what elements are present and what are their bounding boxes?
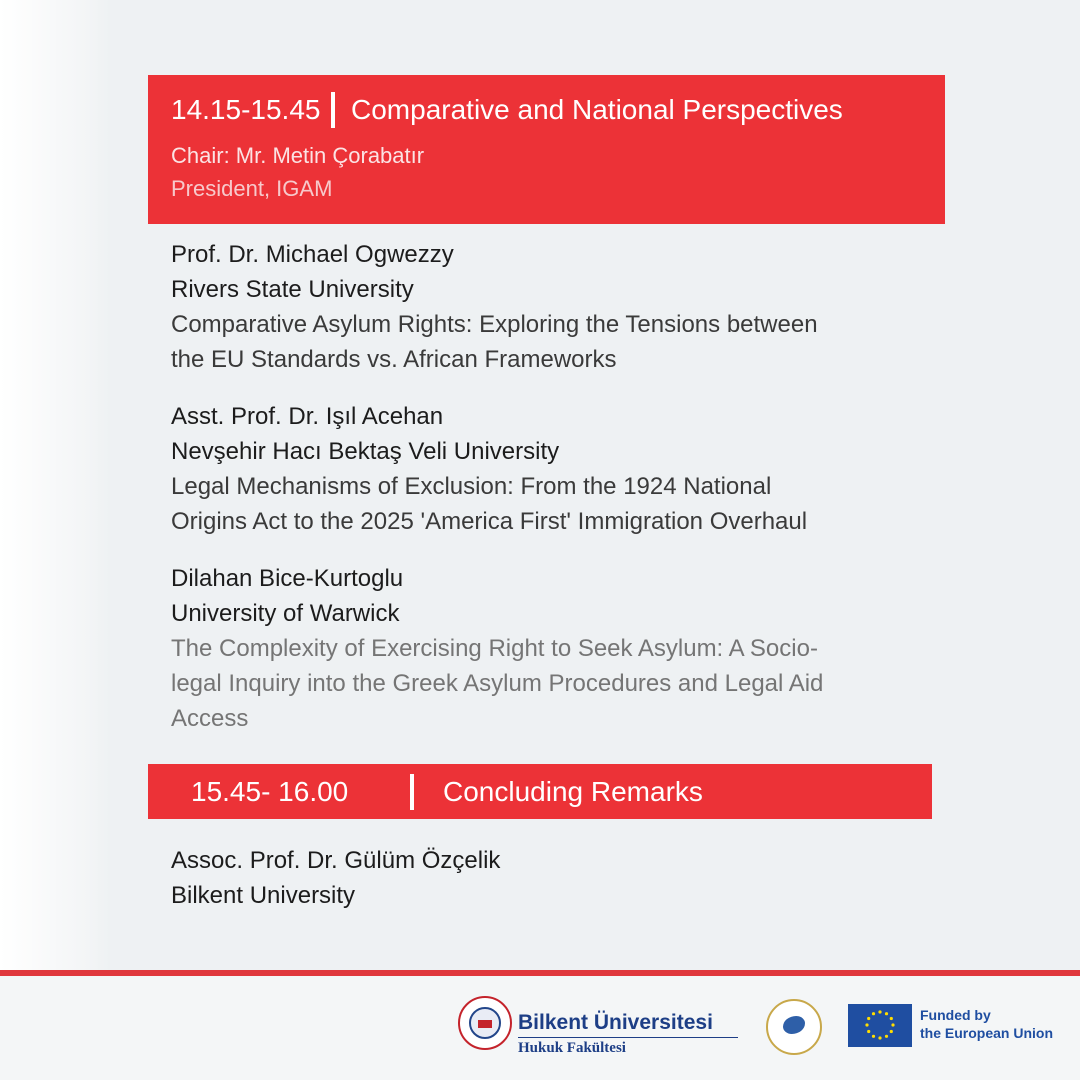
background-gradient <box>0 0 110 970</box>
session-header <box>148 75 945 224</box>
separator-bar <box>331 92 335 128</box>
speaker-affiliation: Rivers State University <box>171 276 414 303</box>
speaker-name: Assoc. Prof. Dr. Gülüm Özçelik <box>171 847 501 874</box>
faculty-name: Hukuk Fakültesi <box>518 1040 626 1056</box>
eu-line-2: the European Union <box>920 1025 1053 1041</box>
jean-monnet-chair-logo <box>766 999 822 1055</box>
university-name: Bilkent Üniversitesi <box>518 1011 713 1034</box>
talk-title-line: Legal Mechanisms of Exclusion: From the 1924 National <box>171 473 772 500</box>
eu-line-1: Funded by <box>920 1007 991 1023</box>
speaker-affiliation: Bilkent University <box>171 882 356 909</box>
speaker-entry <box>171 561 951 736</box>
speaker-name: Asst. Prof. Dr. Işıl Acehan <box>171 403 444 430</box>
speaker-entry <box>171 399 951 539</box>
speaker-affiliation: Nevşehir Hacı Bektaş Veli University <box>171 438 560 465</box>
speaker-name: Dilahan Bice-Kurtoglu <box>171 565 404 592</box>
eu-funding-text <box>920 1006 1053 1042</box>
concluding-time: 15.45- 16.00 <box>191 776 349 807</box>
talk-title-line: Comparative Asylum Rights: Exploring the Tensions between <box>171 311 818 338</box>
bilkent-seal-logo <box>458 996 512 1050</box>
talk-title-line: the EU Standards vs. African Frameworks <box>171 346 617 373</box>
session-title: Comparative and National Perspectives <box>351 94 843 125</box>
speaker-name: Prof. Dr. Michael Ogwezzy <box>171 241 454 268</box>
separator-bar <box>410 774 414 810</box>
talk-title-line: Origins Act to the 2025 'America First' Immigration Overhaul <box>171 508 808 535</box>
eu-flag-icon <box>848 1004 912 1047</box>
concluding-header <box>148 764 932 819</box>
dove-icon <box>783 1016 805 1034</box>
talk-title-line: The Complexity of Exercising Right to Seek Asylum: A Socio- <box>171 635 818 662</box>
speaker-entry <box>171 843 951 913</box>
talk-title-line: Access <box>171 705 249 732</box>
logo-rule <box>518 1037 738 1038</box>
session-time: 14.15-15.45 <box>171 94 321 125</box>
session-chair-role: President, IGAM <box>171 176 333 201</box>
speaker-entry <box>171 237 951 377</box>
concluding-title: Concluding Remarks <box>443 776 703 807</box>
speaker-affiliation: University of Warwick <box>171 600 400 627</box>
talk-title-line: legal Inquiry into the Greek Asylum Procedures and Legal Aid <box>171 670 824 697</box>
session-chair: Chair: Mr. Metin Çorabatır <box>171 143 425 168</box>
